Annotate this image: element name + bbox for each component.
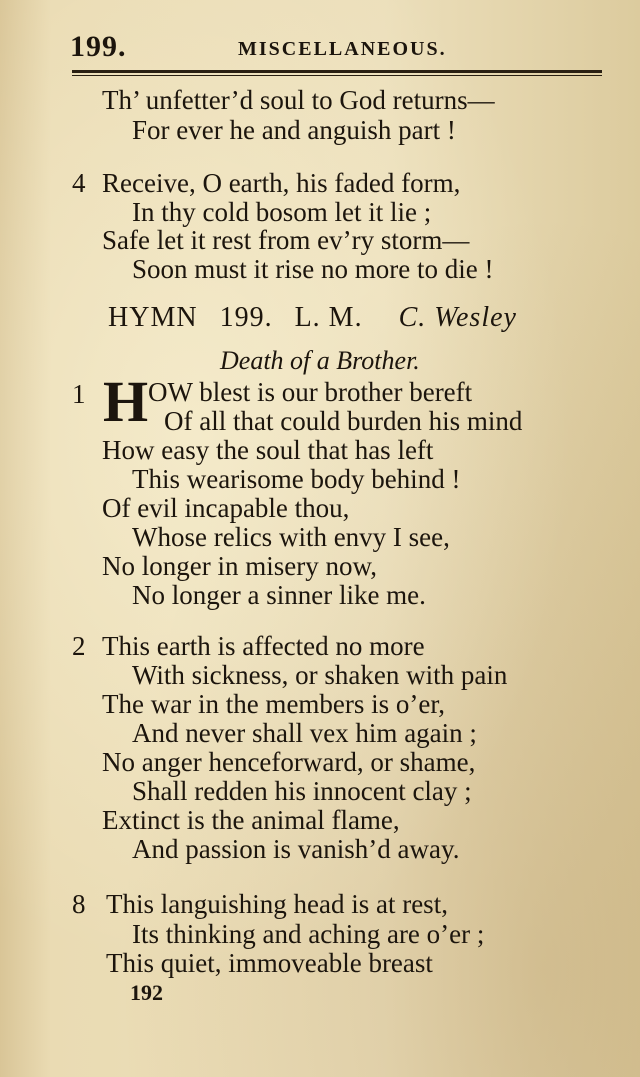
verse-line: Its thinking and aching are o’er ; bbox=[132, 919, 485, 949]
verse-line: And never shall vex him again ; bbox=[132, 718, 477, 748]
verse-line: No longer a sinner like me. bbox=[132, 580, 426, 610]
running-head: MISCELLANEOUS. bbox=[238, 38, 447, 60]
footer-page-number: 192 bbox=[130, 980, 163, 1005]
hymn-label: HYMN bbox=[108, 302, 198, 333]
verse-line: Shall redden his innocent clay ; bbox=[132, 776, 472, 806]
verse-line: Receive, O earth, his faded form, bbox=[102, 168, 461, 198]
hymn-author: C. Wesley bbox=[398, 302, 517, 333]
verse-line: In thy cold bosom let it lie ; bbox=[132, 197, 432, 227]
page-number: 199. bbox=[70, 30, 127, 63]
verse-line: Th’ unfetter’d soul to God returns— bbox=[102, 85, 495, 115]
verse-line: With sickness, or shaken with pain bbox=[132, 660, 508, 690]
hymn-number: 199. bbox=[219, 302, 273, 333]
verse-line: OW blest is our brother bereft bbox=[148, 377, 473, 407]
verse-line: Of evil incapable thou, bbox=[102, 493, 350, 523]
verse-line: The war in the members is o’er, bbox=[102, 689, 446, 719]
verse-line: This languishing head is at rest, bbox=[106, 889, 448, 919]
verse-line: Extinct is the animal flame, bbox=[102, 805, 400, 835]
verse-line: And passion is vanish’d away. bbox=[132, 834, 460, 864]
hymn-meter: L. M. bbox=[294, 302, 363, 333]
verse-number: 2 bbox=[72, 631, 86, 661]
hymn-subtitle: Death of a Brother. bbox=[220, 346, 420, 375]
verse-line: This wearisome body behind ! bbox=[132, 464, 461, 494]
verse-line: This earth is affected no more bbox=[102, 631, 425, 661]
verse-line: For ever he and anguish part ! bbox=[132, 115, 456, 145]
verse-line: No longer in misery now, bbox=[102, 551, 377, 581]
stanza-number: 4 bbox=[72, 168, 86, 198]
verse-line: Whose relics with envy I see, bbox=[132, 522, 450, 552]
verse-line: Soon must it rise no more to die ! bbox=[132, 254, 494, 284]
hymn-title bbox=[108, 303, 531, 332]
verse-line: No anger henceforward, or shame, bbox=[102, 747, 476, 777]
verse-number: 8 bbox=[72, 889, 86, 919]
verse-number: 1 bbox=[72, 379, 86, 409]
verse-line: Of all that could burden his mind bbox=[164, 406, 523, 436]
verse-line: How easy the soul that has left bbox=[102, 435, 434, 465]
verse-line: This quiet, immoveable breast bbox=[106, 948, 433, 978]
verse-line: Safe let it rest from ev’ry storm— bbox=[102, 225, 470, 255]
drop-cap: H bbox=[103, 369, 149, 434]
